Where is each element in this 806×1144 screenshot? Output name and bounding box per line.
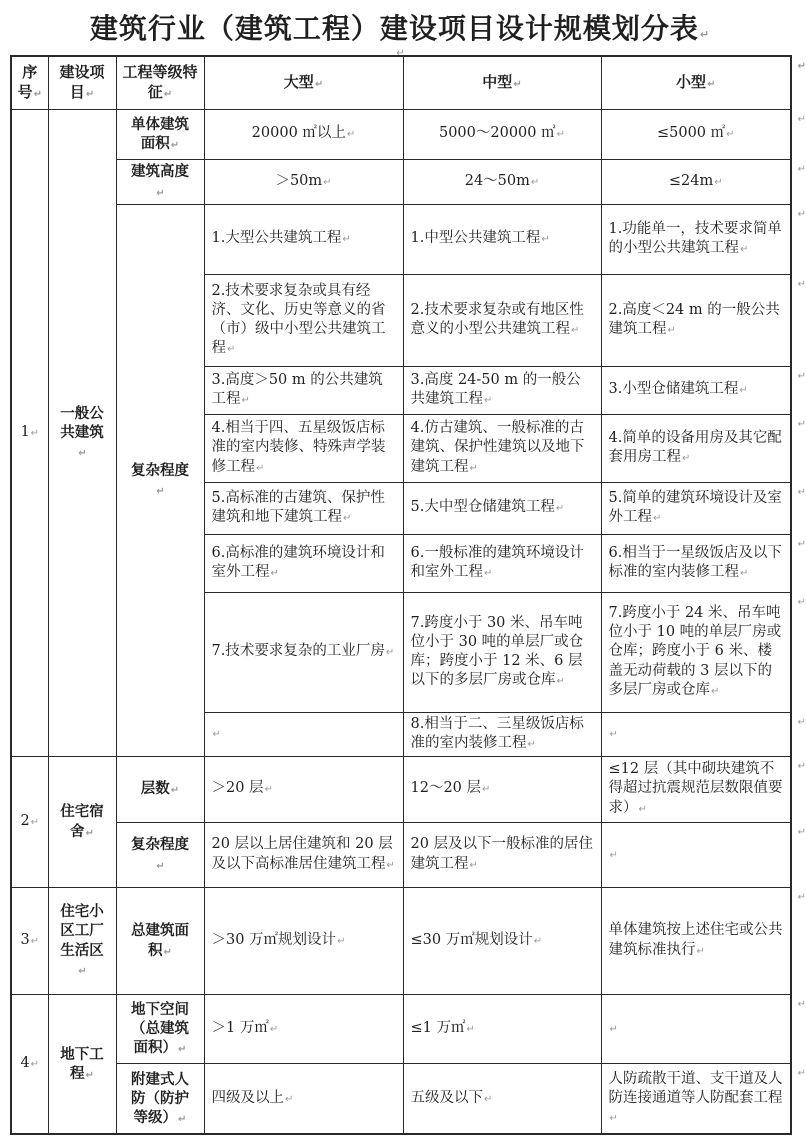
cell-s3-project: 住宅小区工厂生活区↵ [48, 887, 116, 994]
cell-s4-civil-medium: 五级及以下↵ [403, 1063, 601, 1134]
table-row [11, 159, 791, 204]
table-row [11, 1063, 791, 1134]
cell-s1-height-label: 建筑高度↵ [116, 159, 204, 204]
cell-s2-complexity-label: 复杂程度↵ [116, 822, 204, 887]
cell-s3-area-large: ＞30 万㎡规划设计↵ [204, 887, 403, 994]
cell-s1-c7-medium: 7.跨度小于 30 米、吊车吨位小于 30 吨的单层厂或仓库；跨度小于 12 米、6 层以下的多层厂房或仓库↵ [403, 592, 601, 712]
cell-s1-height-small: ≤24m↵ ↵ [601, 159, 791, 204]
cell-s1-c6-small: 6.相当于一星级饭店及以下标准的室内装修工程↵ ↵ [601, 534, 791, 592]
cell-s1-c5-large: 5.高标准的古建筑、保护性建筑和地下建筑工程↵ [204, 482, 403, 534]
cell-s1-c8-medium: 8.相当于二、三星级饭店标准的室内装修工程↵ [403, 712, 601, 756]
cell-s1-c5-medium: 5.大中型仓储建筑工程↵ [403, 482, 601, 534]
cell-s1-area-small: ≤5000 ㎡↵ ↵ [601, 109, 791, 159]
cell-s1-area-large: 20000 ㎡以上↵ [204, 109, 403, 159]
header-project: 建设项目↵ [48, 56, 116, 109]
cell-s1-c8-small: ↵ ↵ [601, 712, 791, 756]
cell-s1-c4-large: 4.相当于四、五星级饭店标准的室内装修、特殊声学装修工程↵ [204, 414, 403, 482]
cell-s1-area-label: 单体建筑面积↵ [116, 109, 204, 159]
cell-s1-c4-small: 4.简单的设备用房及其它配套用房工程↵ ↵ [601, 414, 791, 482]
cell-s1-serial: 1↵ [11, 109, 48, 756]
table-row [11, 204, 791, 274]
table-row [11, 994, 791, 1063]
cell-s1-c7-large: 7.技术要求复杂的工业厂房↵ [204, 592, 403, 712]
cell-s3-area-small: 单体建筑按上述住宅或公共建筑标准执行↵ ↵ [601, 887, 791, 994]
cell-s1-area-medium: 5000～20000 ㎡↵ [403, 109, 601, 159]
cell-s1-c2-large: 2.技术要求复杂或具有经济、文化、历史等意义的省（市）级中小型公共建筑工程↵ [204, 274, 403, 366]
table-row [11, 756, 791, 822]
cell-s4-space-medium: ≤1 万㎡↵ [403, 994, 601, 1063]
cell-s1-c3-small: 3.小型仓储建筑工程↵ ↵ [601, 366, 791, 414]
cell-s1-c1-large: 1.大型公共建筑工程↵ [204, 204, 403, 274]
header-small: 小型↵ ↵ [601, 56, 791, 109]
cell-s1-project: 一般公共建筑↵ [48, 109, 116, 756]
cell-s2-floors-large: ＞20 层↵ [204, 756, 403, 822]
cell-s4-space-small: ↵ ↵ [601, 994, 791, 1063]
cell-s4-serial: 4↵ [11, 994, 48, 1134]
cell-s1-c8-large: ↵ [204, 712, 403, 756]
cell-s1-height-medium: 24～50m↵ [403, 159, 601, 204]
cell-s1-c2-small: 2.高度＜24 m 的一般公共建筑工程↵ ↵ [601, 274, 791, 366]
cell-s1-c1-medium: 1.中型公共建筑工程↵ [403, 204, 601, 274]
cell-s4-civil-label: 附建式人防（防护等级）↵ [116, 1063, 204, 1134]
table-row [11, 822, 791, 887]
blank-paragraph [0, 47, 800, 59]
cell-s1-c6-large: 6.高标准的建筑环境设计和室外工程↵ [204, 534, 403, 592]
page-title: 建筑行业（建筑工程）建设项目设计规模划分表↵ [89, 12, 711, 45]
header-serial: 序号↵ [11, 56, 48, 109]
header-medium: 中型↵ [403, 56, 601, 109]
cell-s3-area-label: 总建筑面积↵ [116, 887, 204, 994]
paragraph-mark: ↵ [396, 48, 405, 59]
cell-s2-floors-small: ≤12 层（其中砌块建筑不得超过抗震规范层数限值要求）↵ ↵ [601, 756, 791, 822]
cell-s2-floors-medium: 12～20 层↵ [403, 756, 601, 822]
cell-s1-height-large: ＞50m↵ [204, 159, 403, 204]
cell-s4-space-label: 地下空间（总建筑面积）↵ [116, 994, 204, 1063]
cell-s2-floors-label: 层数↵ [116, 756, 204, 822]
cell-s3-serial: 3↵ [11, 887, 48, 994]
cell-s4-project: 地下工程↵ [48, 994, 116, 1134]
table-row [11, 887, 791, 994]
table-header-row [11, 56, 791, 109]
cell-s1-c2-medium: 2.技术要求复杂或有地区性意义的小型公共建筑工程↵ [403, 274, 601, 366]
cell-s2-project: 住宅宿舍↵ [48, 756, 116, 887]
cell-s1-c4-medium: 4.仿古建筑、一般标准的古建筑、保护性建筑以及地下建筑工程↵ [403, 414, 601, 482]
header-grade: 工程等级特征↵ [116, 56, 204, 109]
cell-s2-complexity-large: 20 层以上居住建筑和 20 层及以下高标准居住建筑工程↵ [204, 822, 403, 887]
cell-s3-area-medium: ≤30 万㎡规划设计↵ [403, 887, 601, 994]
cell-s1-complexity-label: 复杂程度↵ [116, 204, 204, 756]
cell-s1-c1-small: 1.功能单一，技术要求简单的小型公共建筑工程↵ ↵ [601, 204, 791, 274]
cell-s2-complexity-small: ↵ ↵ [601, 822, 791, 887]
paragraph-mark: ↵ [699, 28, 711, 41]
cell-s4-space-large: ＞1 万㎡↵ [204, 994, 403, 1063]
table-row [11, 109, 791, 159]
cell-s4-civil-small: 人防疏散干道、支干道及人防连接通道等人防配套工程↵ ↵ [601, 1063, 791, 1134]
cell-s2-serial: 2↵ [11, 756, 48, 887]
cell-s1-c6-medium: 6.一般标准的建筑环境设计和室外工程↵ [403, 534, 601, 592]
cell-s1-c3-large: 3.高度＞50 m 的公共建筑工程↵ [204, 366, 403, 414]
cell-s1-c7-small: 7.跨度小于 24 米、吊车吨位小于 10 吨的单层厂房或仓库；跨度小于 6 米、楼盖无动荷载的 3 层以下的多层厂房或仓库↵ ↵ [601, 592, 791, 712]
cell-s2-complexity-medium: 20 层及以下一般标准的居住建筑工程↵ [403, 822, 601, 887]
cell-s4-civil-large: 四级及以上↵ [204, 1063, 403, 1134]
cell-s1-c5-small: 5.简单的建筑环境设计及室外工程↵ ↵ [601, 482, 791, 534]
cell-s1-c3-medium: 3.高度 24-50 m 的一般公共建筑工程↵ [403, 366, 601, 414]
header-large: 大型↵ [204, 56, 403, 109]
scale-classification-table [10, 55, 806, 1135]
